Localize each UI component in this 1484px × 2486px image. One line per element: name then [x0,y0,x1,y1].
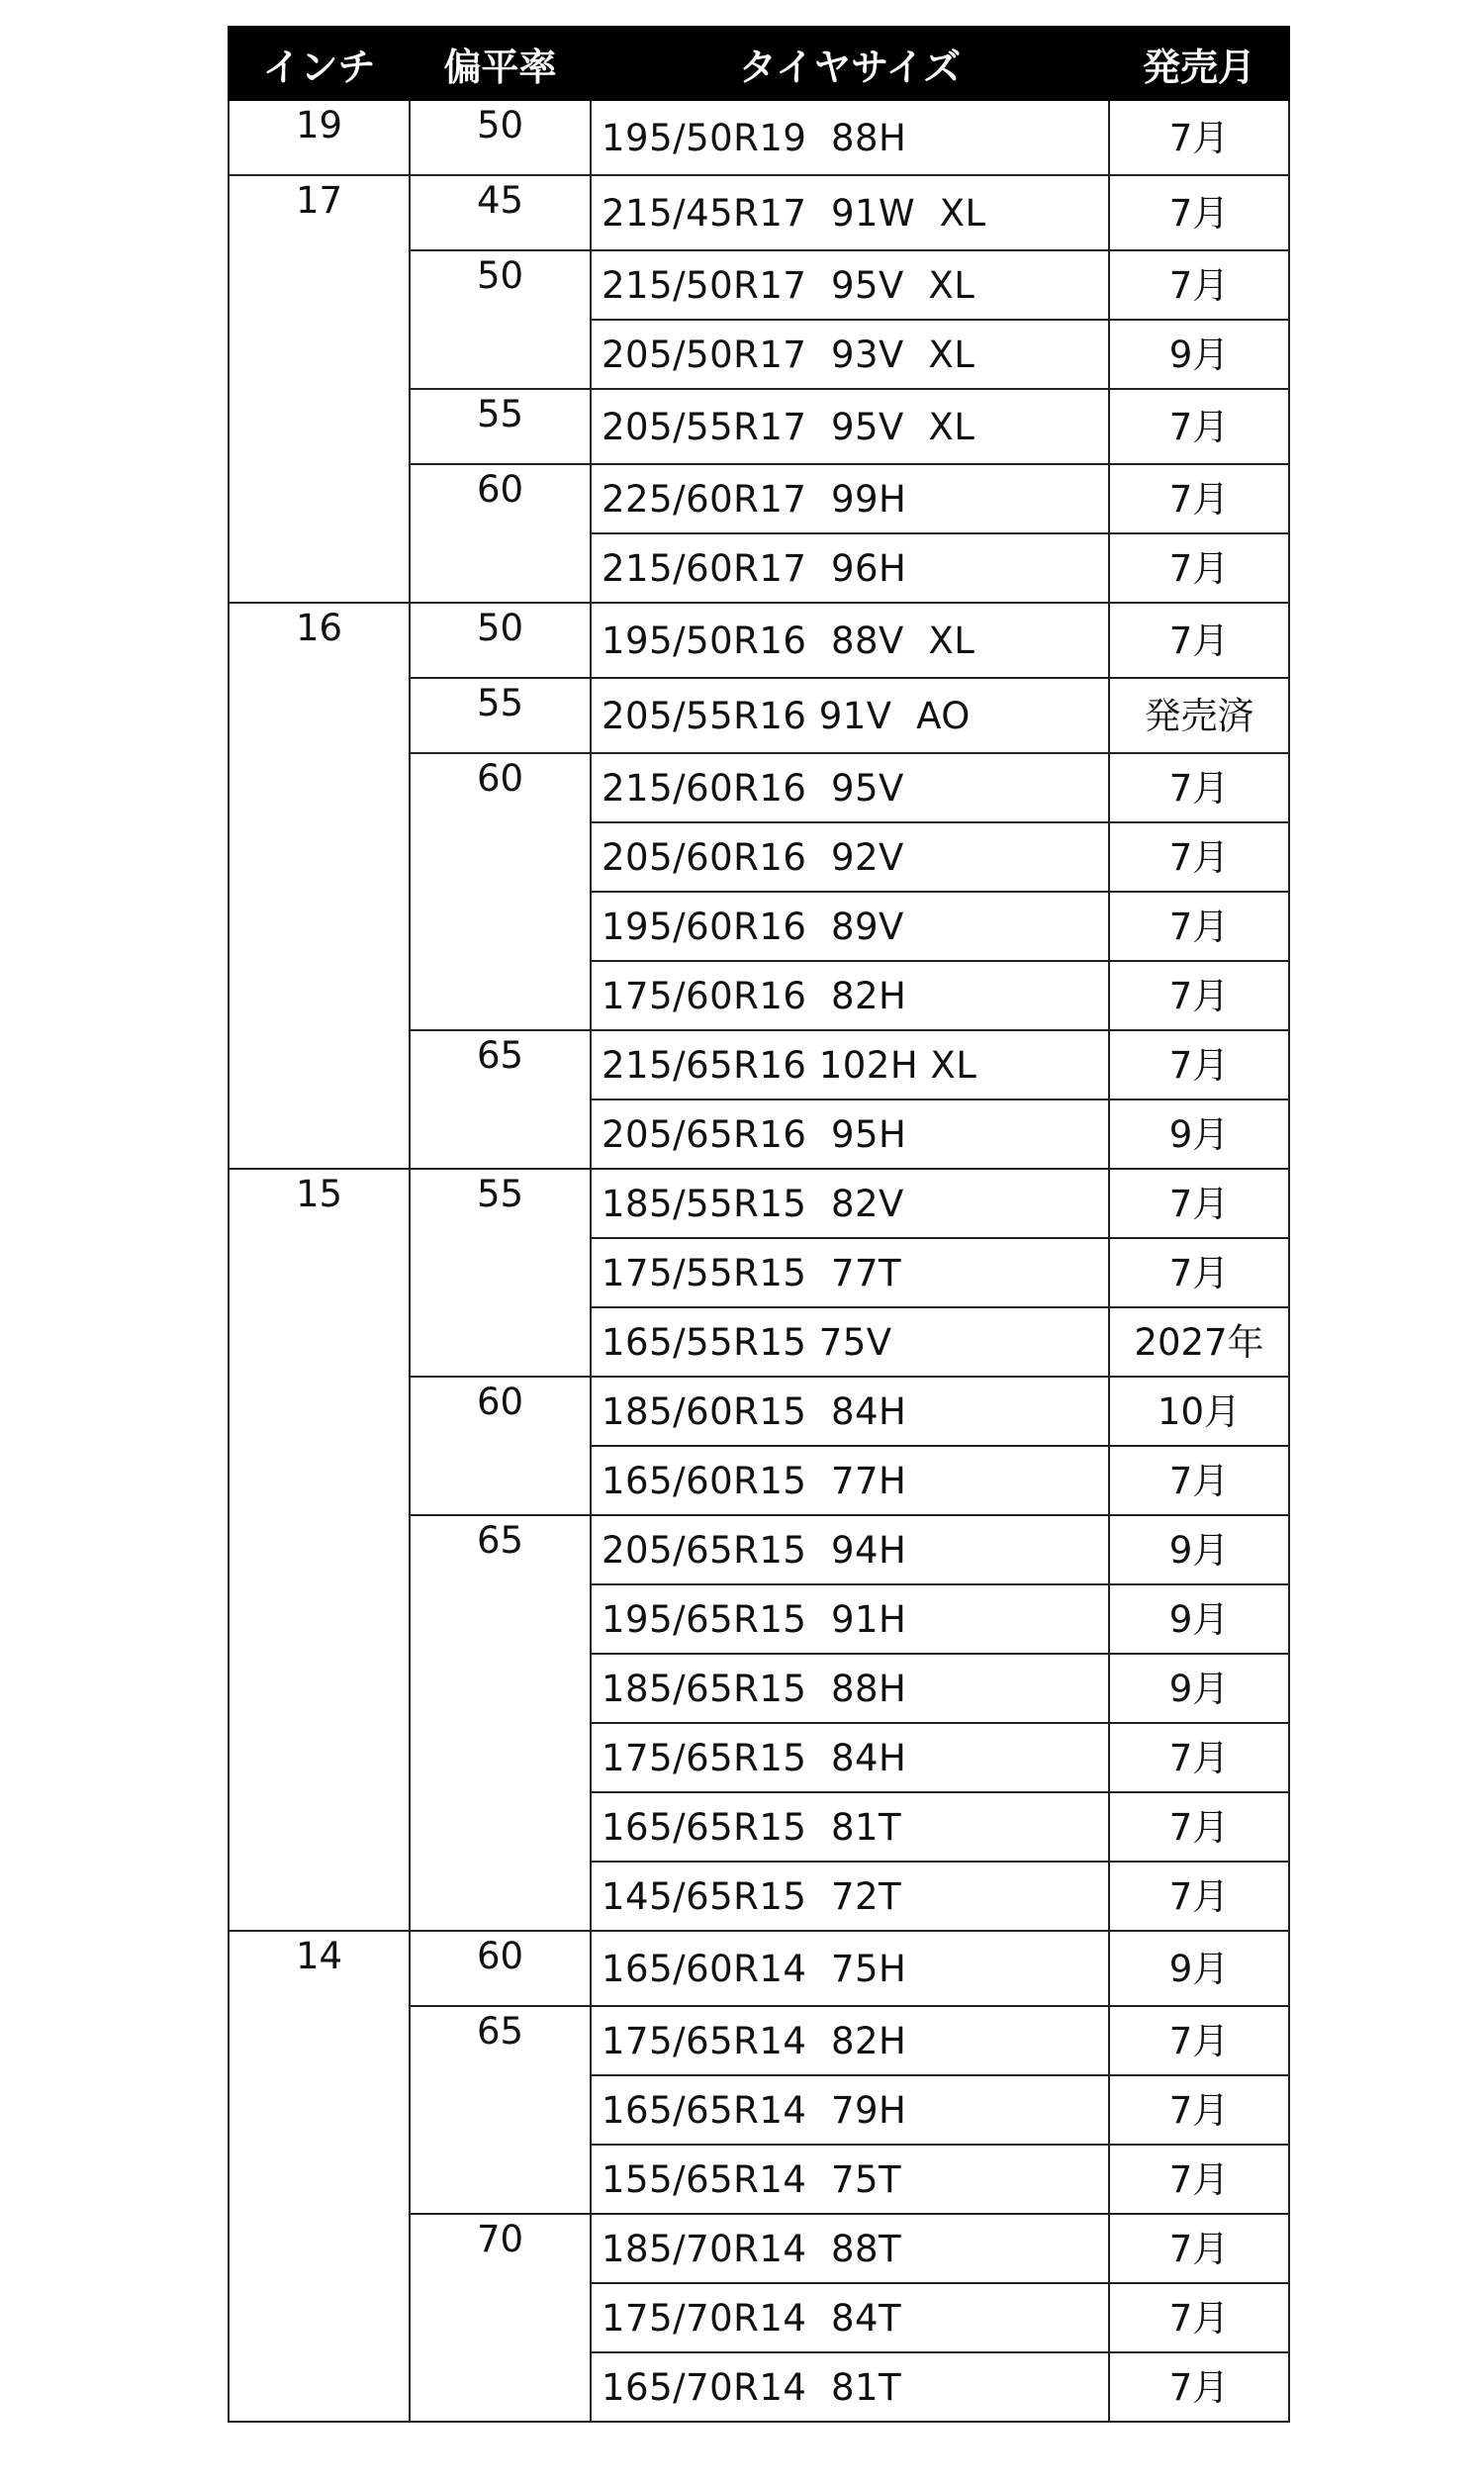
aspect-ratio-cell: 65 [410,1030,591,1169]
table-row [229,603,1289,678]
tire-size-cell: 185/65R15 88H [591,1654,1109,1723]
tire-size-cell: 205/55R17 95V XL [591,389,1109,464]
table-row [229,100,1289,175]
tire-size-cell: 175/60R16 82H [591,961,1109,1030]
release-month-cell: 9月 [1109,1654,1289,1723]
release-month-cell: 7月 [1109,2075,1289,2145]
tire-size-cell: 205/65R15 94H [591,1515,1109,1584]
release-month-cell: 7月 [1109,2214,1289,2283]
tire-size-cell: 165/60R14 75H [591,1931,1109,2006]
tire-size-cell: 175/55R15 77T [591,1238,1109,1307]
release-month-cell: 7月 [1109,1446,1289,1515]
table-row [229,1931,1289,2006]
release-month-cell: 7月 [1109,1862,1289,1931]
release-month-cell: 10月 [1109,1377,1289,1446]
header-release-month: 発売月 [1109,27,1289,100]
tire-size-cell: 225/60R17 99H [591,464,1109,533]
tire-size-cell: 165/60R15 77H [591,1446,1109,1515]
tire-size-cell: 215/65R16 102H XL [591,1030,1109,1100]
inch-cell: 19 [229,100,410,175]
tire-size-cell: 145/65R15 72T [591,1862,1109,1931]
header-row [229,27,1289,100]
release-month-cell: 9月 [1109,1515,1289,1584]
tire-size-cell: 185/70R14 88T [591,2214,1109,2283]
release-month-cell: 9月 [1109,1100,1289,1169]
tire-size-cell: 205/55R16 91V AO [591,678,1109,753]
release-month-cell: 7月 [1109,389,1289,464]
aspect-ratio-cell: 65 [410,2006,591,2214]
aspect-ratio-cell: 60 [410,1377,591,1515]
release-month-cell: 9月 [1109,1584,1289,1654]
aspect-ratio-cell: 60 [410,753,591,1030]
release-month-cell: 9月 [1109,320,1289,389]
tire-size-cell: 165/65R15 81T [591,1792,1109,1862]
tire-size-cell: 175/65R15 84H [591,1723,1109,1792]
tire-size-cell: 215/60R17 96H [591,533,1109,603]
inch-cell: 17 [229,175,410,603]
aspect-ratio-cell: 60 [410,464,591,603]
tire-size-cell: 165/65R14 79H [591,2075,1109,2145]
aspect-ratio-cell: 55 [410,1169,591,1377]
tire-size-cell: 155/65R14 75T [591,2145,1109,2214]
tire-size-cell: 165/55R15 75V [591,1307,1109,1377]
release-month-cell: 7月 [1109,892,1289,961]
release-month-cell: 発売済 [1109,678,1289,753]
tire-size-cell: 205/50R17 93V XL [591,320,1109,389]
release-month-cell: 7月 [1109,1030,1289,1100]
release-month-cell: 7月 [1109,1723,1289,1792]
tire-size-cell: 215/50R17 95V XL [591,250,1109,320]
release-month-cell: 7月 [1109,822,1289,892]
release-month-cell: 7月 [1109,2145,1289,2214]
aspect-ratio-cell: 45 [410,175,591,250]
header-tire-size: タイヤサイズ [591,27,1109,100]
tire-size-cell: 195/50R19 88H [591,100,1109,175]
aspect-ratio-cell: 50 [410,603,591,678]
release-month-cell: 9月 [1109,1931,1289,2006]
tire-size-cell: 175/70R14 84T [591,2283,1109,2352]
tire-size-cell: 195/50R16 88V XL [591,603,1109,678]
tire-release-table [228,26,1290,2423]
release-month-cell: 7月 [1109,1238,1289,1307]
tire-size-cell: 205/65R16 95H [591,1100,1109,1169]
tire-size-cell: 185/55R15 82V [591,1169,1109,1238]
release-month-cell: 7月 [1109,464,1289,533]
header-aspect-ratio: 偏平率 [410,27,591,100]
release-month-cell: 7月 [1109,250,1289,320]
release-month-cell: 7月 [1109,533,1289,603]
inch-cell: 15 [229,1169,410,1931]
release-month-cell: 7月 [1109,100,1289,175]
release-month-cell: 7月 [1109,961,1289,1030]
tire-size-cell: 215/60R16 95V [591,753,1109,822]
aspect-ratio-cell: 50 [410,100,591,175]
release-month-cell: 7月 [1109,1169,1289,1238]
tire-size-cell: 195/65R15 91H [591,1584,1109,1654]
table-row [229,175,1289,250]
tire-size-cell: 205/60R16 92V [591,822,1109,892]
aspect-ratio-cell: 55 [410,389,591,464]
release-month-cell: 7月 [1109,2352,1289,2422]
tire-size-cell: 165/70R14 81T [591,2352,1109,2422]
release-month-cell: 7月 [1109,1792,1289,1862]
release-month-cell: 7月 [1109,175,1289,250]
release-month-cell: 2027年 [1109,1307,1289,1377]
release-month-cell: 7月 [1109,2006,1289,2075]
release-month-cell: 7月 [1109,603,1289,678]
aspect-ratio-cell: 65 [410,1515,591,1931]
tire-size-cell: 175/65R14 82H [591,2006,1109,2075]
aspect-ratio-cell: 50 [410,250,591,389]
inch-cell: 14 [229,1931,410,2422]
table-row [229,1169,1289,1238]
inch-cell: 16 [229,603,410,1169]
tire-size-cell: 195/60R16 89V [591,892,1109,961]
aspect-ratio-cell: 70 [410,2214,591,2422]
tire-size-cell: 215/45R17 91W XL [591,175,1109,250]
release-month-cell: 7月 [1109,753,1289,822]
header-inch: インチ [229,27,410,100]
tire-size-cell: 185/60R15 84H [591,1377,1109,1446]
aspect-ratio-cell: 55 [410,678,591,753]
table-body [229,100,1289,2422]
table-header [229,27,1289,100]
release-month-cell: 7月 [1109,2283,1289,2352]
aspect-ratio-cell: 60 [410,1931,591,2006]
